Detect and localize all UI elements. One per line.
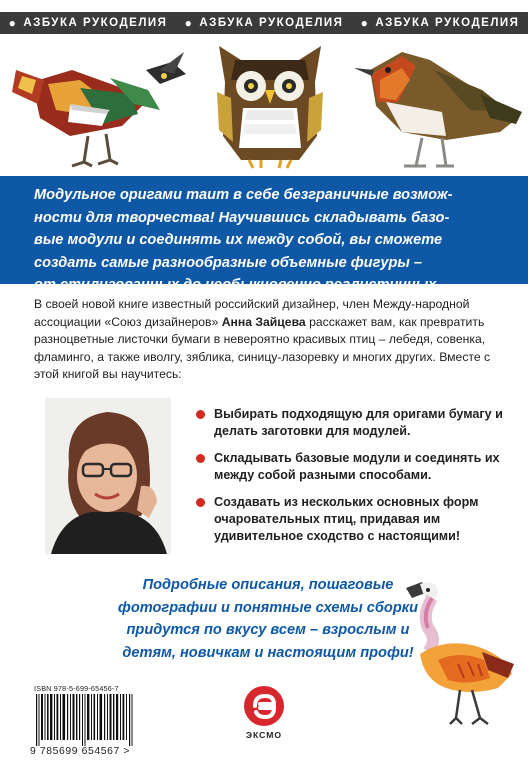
list-item-text: Складывать базовые модули и соединять их между собой разными способами. (214, 451, 500, 482)
intro-text: расскажет вам, как превратить разноцветные листочки бумаги в невероятно красивых птиц – лебедя, совенка, фламинго, а также иволгу, зяблика, синицу-лазоревку и многих других. Вместе с этой книгой вы научитесь: (34, 314, 491, 382)
publisher-name: ЭКСМО (245, 730, 283, 740)
barcode-number: 9 785699 654567 > (30, 746, 131, 757)
closing-line: детям, новичкам и настоящим профи! (122, 644, 414, 661)
series-label (361, 16, 520, 30)
promo-line: Модульное оригами таит в себе безграничные возмож- (34, 187, 453, 203)
barcode-image (34, 694, 138, 746)
origami-flamingo-image (398, 578, 518, 728)
isbn-label: ISBN 978-5-699-65456-7 (34, 684, 119, 693)
promo-line: ности для творчества! Научившись складывать базо- (34, 209, 450, 226)
series-label (9, 16, 168, 30)
promo-line: от стилизованных до необыкновенно реалистичных. (34, 277, 441, 293)
birds-header (0, 0, 528, 170)
list-item (196, 450, 516, 484)
eksmo-logo-icon (242, 684, 286, 728)
promo-line: создать самые разнообразные объемные фигуры – (34, 254, 423, 271)
bullet-icon (196, 498, 205, 507)
origami-finch-image (10, 40, 190, 170)
author-photo (45, 398, 171, 554)
list-item (196, 406, 516, 440)
list-item (196, 494, 516, 545)
series-text: АЗБУКА РУКОДЕЛИЯ (199, 17, 344, 29)
skills-list (196, 406, 516, 555)
series-text: АЗБУКА РУКОДЕЛИЯ (375, 17, 520, 29)
closing-line: Подробные описания, пошаговые (142, 577, 394, 593)
intro-paragraph (34, 296, 510, 384)
bullet-icon (196, 410, 205, 419)
series-label (185, 16, 344, 30)
origami-robin-image (350, 40, 525, 170)
author-name: Анна Зайцева (221, 314, 306, 329)
list-item-text: Создавать из нескольких основных форм очаровательных птиц, придавая им удивительное сходство с настоящими! (214, 495, 479, 543)
promo-banner (0, 176, 528, 293)
closing-line: фотографии и понятные схемы сборки (117, 599, 419, 616)
closing-line: придутся по вкусу всем – взрослым и (126, 622, 410, 638)
series-dot-icon: ● (360, 16, 370, 30)
series-dot-icon: ● (184, 16, 194, 30)
promo-text (34, 184, 504, 297)
series-bar (0, 12, 528, 34)
closing-text (98, 574, 438, 664)
series-text: АЗБУКА РУКОДЕЛИЯ (23, 17, 168, 29)
promo-line: вые модули и соединять их между собой, вы сможете (34, 232, 443, 248)
origami-owl-image (205, 38, 335, 170)
bullet-icon (196, 454, 205, 463)
list-item-text: Выбирать подходящую для оригами бумагу и делать заготовки для модулей. (214, 407, 503, 438)
intro-text: В своей новой книге известный российский дизайнер, член Между-народной ассоциации «Союз дизайнеров» (34, 297, 470, 329)
series-dot-icon: ● (8, 16, 18, 30)
